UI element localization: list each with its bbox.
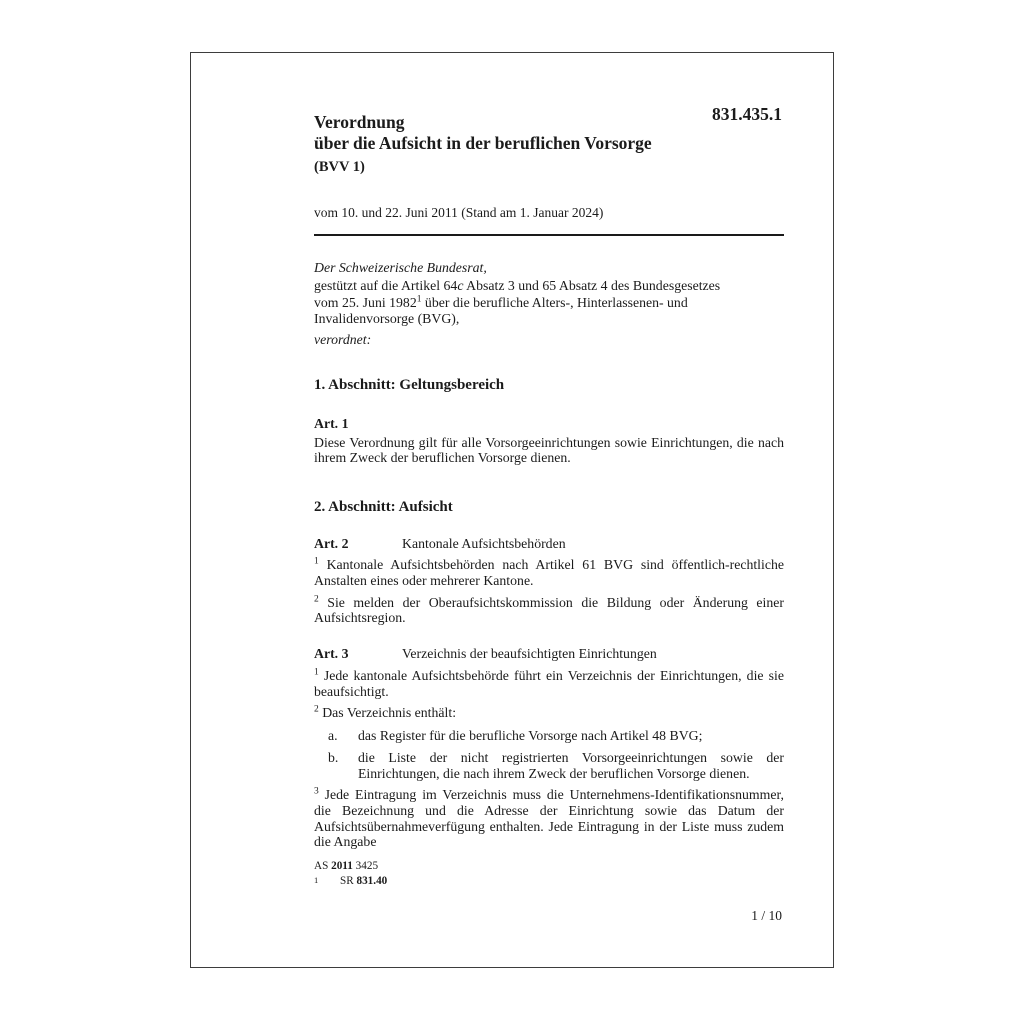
preamble-issuer: Der Schweizerische Bundesrat, xyxy=(314,260,487,275)
article-label: Art. 2 xyxy=(314,536,349,552)
footnote-label: SR xyxy=(340,875,357,887)
article-3-paragraph-2 xyxy=(314,705,784,721)
article-2-paragraph-1 xyxy=(314,557,784,589)
preamble-legal-basis xyxy=(314,278,784,328)
paragraph-marker: 1 xyxy=(314,556,319,567)
footnote-value: 831.40 xyxy=(356,875,388,887)
article-label: Art. 3 xyxy=(314,646,349,662)
paragraph-marker: 2 xyxy=(314,704,319,715)
legal-basis-line1-post: Absatz 3 und 65 Absatz 4 des Bundesgesetzes xyxy=(463,278,721,293)
list-marker: b. xyxy=(328,750,339,766)
article-label: Art. 1 xyxy=(314,415,349,431)
header-divider xyxy=(314,234,784,236)
paragraph-text: Das Verzeichnis enthält: xyxy=(322,704,457,720)
list-item-text: die Liste der nicht registrierten Vorsorgeeinrichtungen sowie der Einrichtungen, die nach ihrem Zweck der beruflichen Vorsorge dienen. xyxy=(358,750,784,782)
article-2-paragraph-2 xyxy=(314,595,784,627)
sr-number: 831.435.1 xyxy=(712,104,782,124)
legal-basis-line3: Invalidenvorsorge (BVG), xyxy=(314,311,460,326)
legal-basis-line2-pre: vom 25. Juni 1982 xyxy=(314,294,417,310)
document-content xyxy=(314,112,784,850)
as-prefix: AS xyxy=(314,860,332,872)
footnote-marker: 1 xyxy=(314,875,319,885)
document-abbreviation: (BVV 1) xyxy=(314,159,365,175)
article-2-heading xyxy=(314,536,784,552)
document-title xyxy=(314,112,784,153)
as-year: 2011 xyxy=(331,860,353,872)
article-3-heading xyxy=(314,646,784,662)
document-page xyxy=(190,52,834,968)
footnote-reference-1: 1 xyxy=(416,293,422,304)
paragraph-marker: 1 xyxy=(314,667,319,678)
article-3-paragraph-1 xyxy=(314,668,784,700)
date-status-line: vom 10. und 22. Juni 2011 (Stand am 1. Januar 2024) xyxy=(314,205,604,220)
list-item-a xyxy=(314,728,784,744)
paragraph-text: Jede Eintragung im Verzeichnis muss die Unternehmens-Identifikationsnummer, die Bezeichnung und die Adresse der Einrichtung sowie das Datum der Aufsichtsübernahmeverfügung enthalten. Jede Eintragung in der Liste muss zudem die Angabe xyxy=(314,787,784,850)
paragraph-text: Jede kantonale Aufsichtsbehörde führt ein Verzeichnis der Einrichtungen, die sie beaufsichtigt. xyxy=(314,668,784,700)
article-title: Kantonale Aufsichtsbehörden xyxy=(402,536,566,552)
list-item-b xyxy=(314,750,784,782)
legal-basis-article-letter: c xyxy=(457,278,464,293)
footnote-1 xyxy=(314,874,784,889)
footnote-area xyxy=(314,859,784,889)
paragraph-marker: 3 xyxy=(314,786,319,797)
list-marker: a. xyxy=(328,727,338,743)
article-1-paragraph xyxy=(314,435,784,467)
legal-basis-line1-pre: gestützt auf die Artikel 64 xyxy=(314,278,458,293)
title-line-2: über die Aufsicht in der beruflichen Vorsorge xyxy=(314,132,652,153)
section-heading-1: 1. Abschnitt: Geltungsbereich xyxy=(314,376,505,393)
paragraph-text: Sie melden der Oberaufsichtskommission die Bildung oder Änderung einer Aufsichtsregion. xyxy=(314,594,784,626)
legal-basis-line2-post: über die berufliche Alters-, Hinterlassenen- und xyxy=(421,294,688,310)
preamble-enactment: verordnet: xyxy=(314,331,372,347)
article-3-paragraph-3 xyxy=(314,787,784,850)
article-1-heading xyxy=(314,416,784,432)
paragraph-text: Kantonale Aufsichtsbehörden nach Artikel 61 BVG sind öffentlich-rechtliche Anstalten eines oder mehrerer Kantone. xyxy=(314,557,784,588)
as-reference xyxy=(314,859,784,874)
as-number: 3425 xyxy=(352,860,379,872)
section-heading-2: 2. Abschnitt: Aufsicht xyxy=(314,499,453,516)
list-item-text: das Register für die berufliche Vorsorge nach Artikel 48 BVG; xyxy=(358,727,703,743)
page-number: 1 / 10 xyxy=(751,908,782,923)
article-title: Verzeichnis der beaufsichtigten Einrichtungen xyxy=(402,646,657,662)
paragraph-text: Diese Verordnung gilt für alle Vorsorgeeinrichtungen sowie Einrichtungen, die nach ihrem Zweck der beruflichen Vorsorge dienen. xyxy=(314,434,784,466)
title-line-1: Verordnung xyxy=(314,112,405,132)
paragraph-marker: 2 xyxy=(314,594,319,605)
